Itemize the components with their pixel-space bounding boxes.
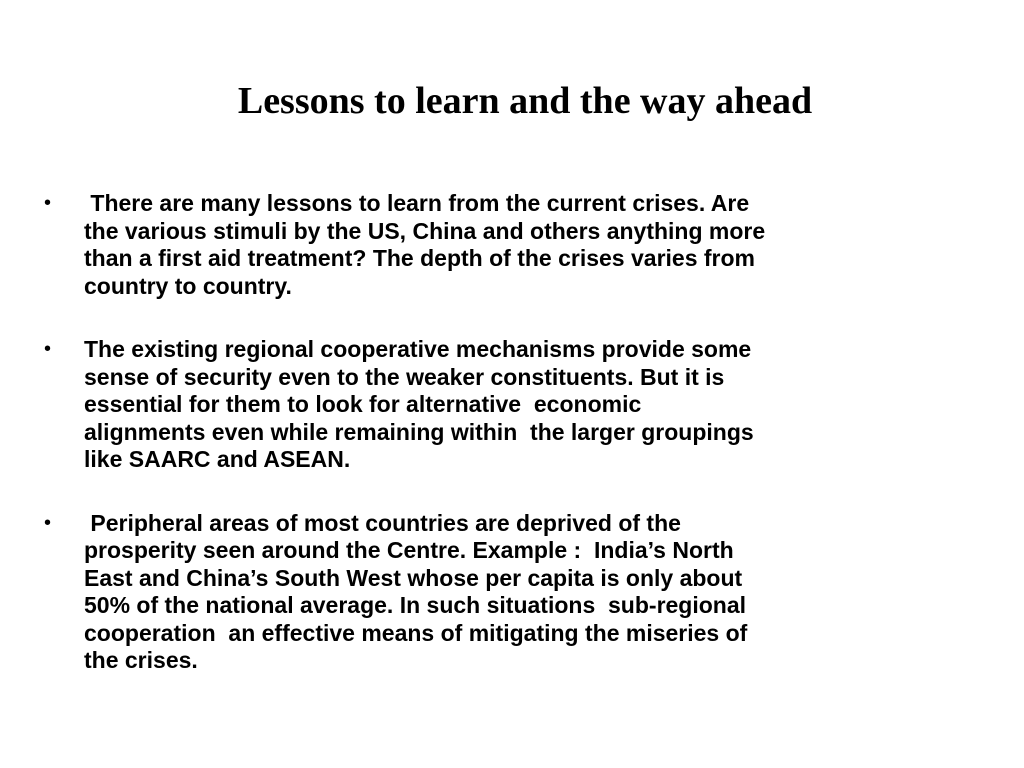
bullet-text-line: alignments even while remaining within the larger groupings xyxy=(84,418,754,445)
bullet-text-line: like SAARC and ASEAN. xyxy=(84,446,351,472)
bullet-item-3 xyxy=(0,510,944,675)
bullet-text-line: the crises. xyxy=(84,647,198,673)
bullet-text-line: There are many lessons to learn from the current crises. Are xyxy=(84,190,750,216)
bullet-marker-icon: • xyxy=(44,338,52,360)
bullet-item-1 xyxy=(0,190,944,300)
bullet-text-line: prosperity seen around the Centre. Example : India’s North xyxy=(84,537,734,563)
bullet-text-line: country to country. xyxy=(84,272,292,299)
bullet-marker-icon: • xyxy=(44,192,52,214)
bullet-text-line: 50% of the national average. In such situations sub-regional xyxy=(84,592,747,618)
bullet-text-line: The existing regional cooperative mechanisms provide some xyxy=(84,336,752,362)
bullet-text-line: the various stimuli by the US, China and others anything more xyxy=(84,217,766,244)
bullet-marker-icon: • xyxy=(44,511,52,534)
bullet-list xyxy=(0,190,1024,711)
bullet-text-line: than a first aid treatment? The depth of the crises varies from xyxy=(84,245,755,271)
bullet-text-line: Peripheral areas of most countries are deprived of the xyxy=(84,509,681,536)
bullet-item-2 xyxy=(0,336,944,474)
bullet-text-line: essential for them to look for alternative economic xyxy=(84,391,642,417)
slide-title: Lessons to learn and the way ahead xyxy=(237,80,813,122)
bullet-text-line: sense of security even to the weaker constituents. But it is xyxy=(84,363,725,390)
bullet-text-line: cooperation an effective means of mitigating the miseries of xyxy=(84,619,748,646)
bullet-text-line: East and China’s South West whose per capita is only about xyxy=(84,564,743,591)
